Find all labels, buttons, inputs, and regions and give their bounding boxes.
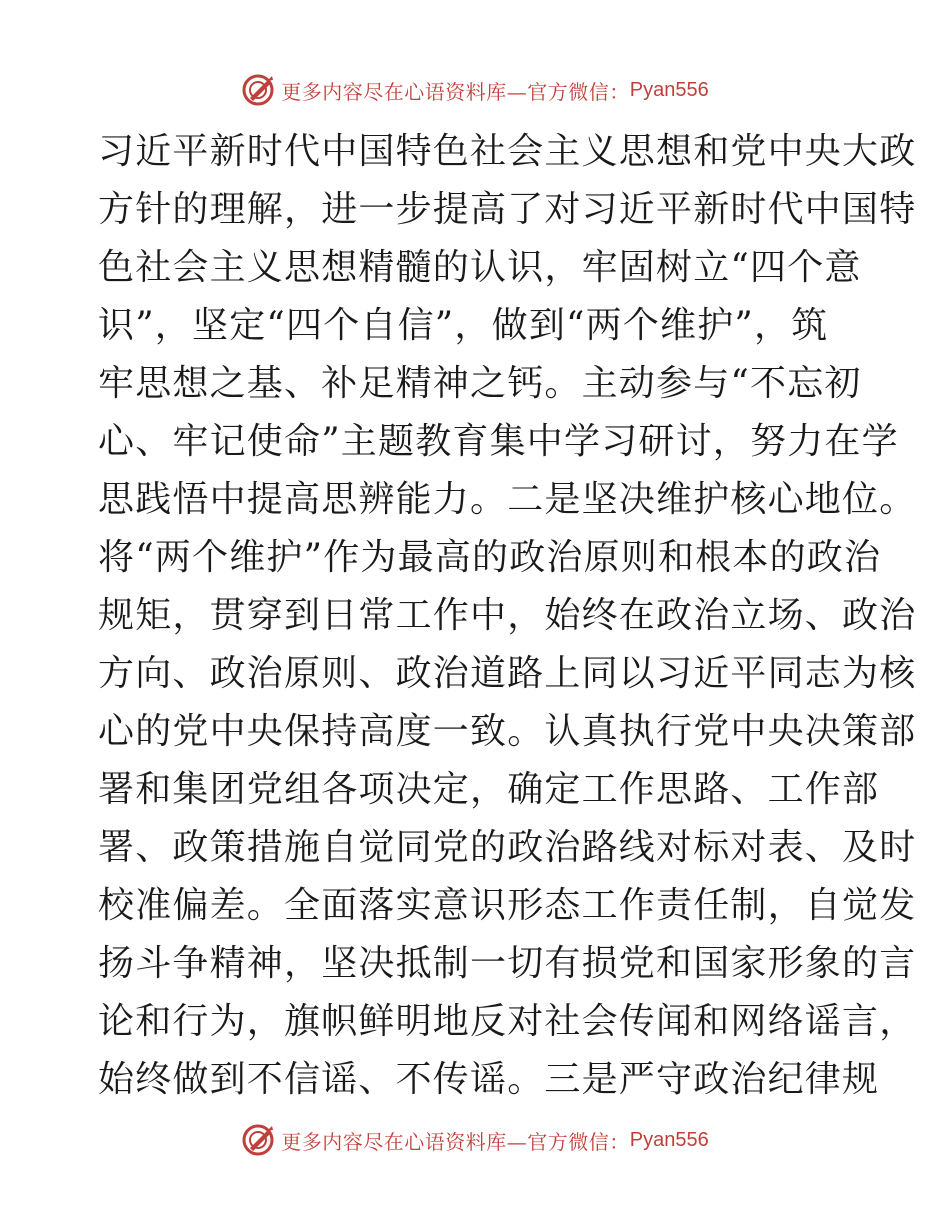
body-line: 色社会主义思想精髓的认识，牢固树立“四个意 <box>98 247 862 288</box>
body-line: 方针的理解，进一步提高了对习近平新时代中国特 <box>98 189 917 230</box>
header-banner-content <box>241 73 708 107</box>
body-line: 心、牢记使命”主题教育集中学习研讨，努力在学 <box>98 421 899 462</box>
document-body <box>98 123 917 1109</box>
body-line: 牢思想之基、补足精神之钙。主动参与“不忘初 <box>98 363 862 404</box>
body-line: 方向、政治原则、政治道路上同以习近平同志为核 <box>98 653 917 694</box>
header-banner-account: Pyan556 <box>629 78 709 101</box>
body-line: 始终做到不信谣、不传谣。三是严守政治纪律规 <box>98 1059 880 1100</box>
header-banner <box>0 70 950 110</box>
footer-banner-content <box>241 1123 708 1157</box>
body-line: 识”，坚定“四个自信”，做到“两个维护”，筑 <box>98 305 829 346</box>
brand-logo-icon <box>241 1123 275 1157</box>
body-line: 署和集团党组各项决定，确定工作思路、工作部 <box>98 769 880 810</box>
header-banner-text: 更多内容尽在心语资料库—官方微信： <box>281 79 630 104</box>
body-line: 规矩，贯穿到日常工作中，始终在政治立场、政治 <box>98 595 917 636</box>
body-line: 思践悟中提高思辨能力。二是坚决维护核心地位。 <box>98 479 917 520</box>
body-line: 校准偏差。全面落实意识形态工作责任制，自觉发 <box>98 885 917 926</box>
body-line: 扬斗争精神，坚决抵制一切有损党和国家形象的言 <box>98 943 917 984</box>
body-line: 心的党中央保持高度一致。认真执行党中央决策部 <box>98 711 917 752</box>
body-line: 习近平新时代中国特色社会主义思想和党中央大政 <box>98 131 917 172</box>
body-line: 署、政策措施自觉同党的政治路线对标对表、及时 <box>98 827 917 868</box>
body-line: 论和行为，旗帜鲜明地反对社会传闻和网络谣言， <box>98 1001 917 1042</box>
footer-banner <box>0 1120 950 1160</box>
brand-logo-icon <box>241 73 275 107</box>
footer-banner-account: Pyan556 <box>629 1128 709 1151</box>
body-line: 将“两个维护”作为最高的政治原则和根本的政治 <box>98 537 882 578</box>
footer-banner-text: 更多内容尽在心语资料库—官方微信： <box>281 1129 630 1154</box>
